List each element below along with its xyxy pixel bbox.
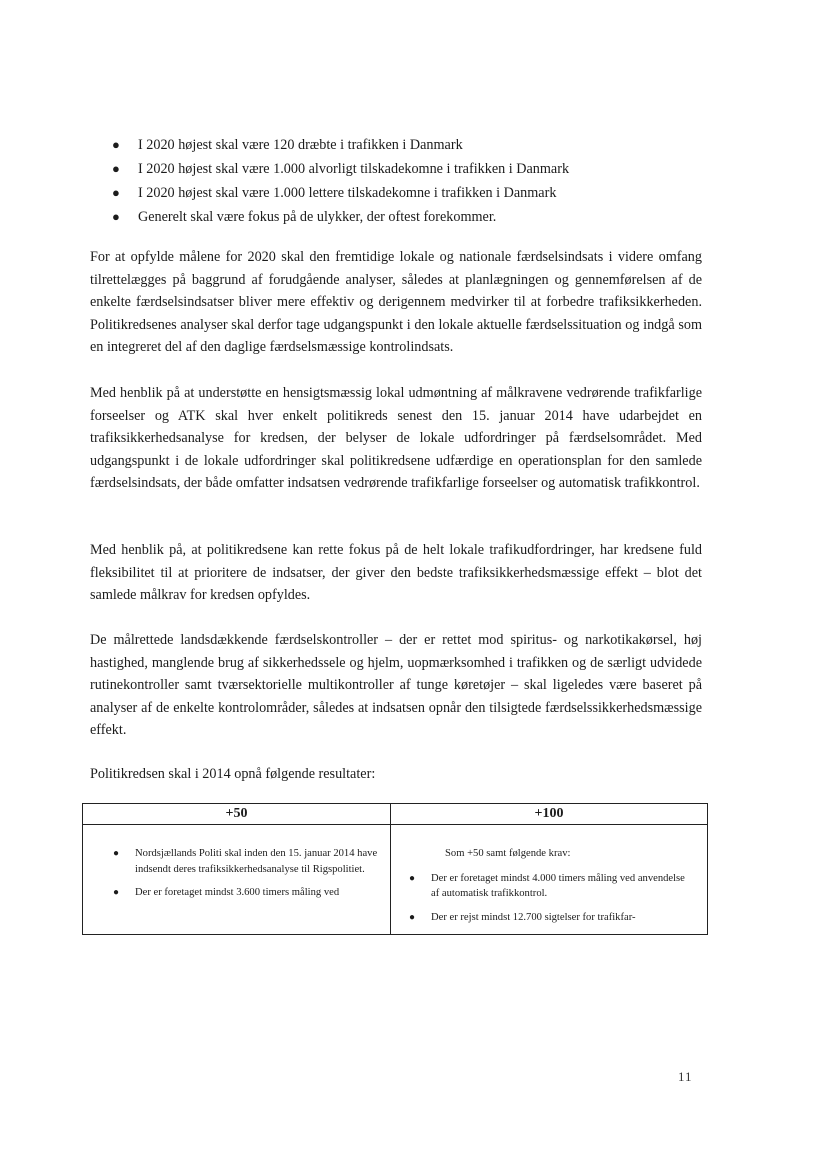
- left-cell: [113, 846, 385, 909]
- list-item: [409, 871, 695, 902]
- bullet-icon: ●: [112, 209, 120, 224]
- column-header-plus-50: +50: [225, 806, 248, 821]
- right-cell: [409, 846, 695, 933]
- requirement-text: Nordsjællands Politi skal inden den 15. januar 2014 have indsendt deres trafiksikkerhedsanalyse til Rigspolitiet.: [135, 848, 378, 875]
- bullet-icon: ●: [113, 887, 120, 898]
- paragraph-national-controls: De målrettede landsdækkende færdselskontroller – der er rettet mod spiritus- og narkotikakørsel, høj hastighed, manglende brug af sikkerhedssele og hjelm, uopmærksomhed i trafikken og de særligt udvidede rutinekontroller samt tværsektorielle multikontroller af tunge køretøjer – skal ligeledes være baseret på analyser af de enkelte kontrolområder, således at indsatsen opnår den tilsigtede færdselssikkerhedsmæssige effekt.: [90, 632, 702, 738]
- list-item: [112, 134, 712, 158]
- bullet-icon: ●: [113, 848, 120, 859]
- page-number: 11: [678, 1069, 693, 1084]
- requirement-text: Der er rejst mindst 12.700 sigtelser for trafikfar-: [431, 911, 636, 923]
- table-divider: [83, 824, 707, 825]
- list-item: [113, 885, 385, 901]
- goal-text: I 2020 højest skal være 1.000 lettere tilskadekomne i trafikken i Danmark: [138, 185, 557, 201]
- requirement-text: Der er foretaget mindst 4.000 timers måling ved anvendelse af automatisk trafikkontrol.: [431, 872, 685, 899]
- requirement-lead: Som +50 samt følgende krav:: [445, 848, 571, 859]
- list-item: [112, 182, 712, 206]
- bullet-icon: ●: [409, 911, 416, 923]
- paragraph-analysis: For at opfylde målene for 2020 skal den fremtidige lokale og nationale færdselsindsats i videre omfang tilrettelægges på baggrund af forudgående analyser, således at planlægningen og gennemførelsen af de enkelte færdselsindsatser bliver mere effektiv og derigennem medvirker til at forbedre trafiksikkerheden. Politikredsenes analyser skal derfor tage udgangspunkt i den lokale aktuelle færdselssituation og indgå som en integreret del af den daglige færdselsmæssige kontrolindsats.: [90, 249, 702, 355]
- list-item: [112, 158, 712, 182]
- paragraph-traffic-safety-analysis: Med henblik på at understøtte en hensigtsmæssig lokal udmøntning af målkravene vedrørende trafikfarlige forseelser og ATK skal hver enkelt politikreds senest den 15. januar 2014 have udarbejdet en trafiksikkerhedsanalyse for kredsen, der belyser de lokale udfordringer på færdselsområdet. Med udgangspunkt i de lokale udfordringer skal politikredsene udfærdige en operationsplan for den samlede færdselsindsats, der både omfatter indsatsen vedrørende trafikfarlige forseelser og automatisk trafikkontrol.: [90, 385, 702, 491]
- goal-text: I 2020 højest skal være 1.000 alvorligt tilskadekomne i trafikken i Danmark: [138, 161, 570, 177]
- list-item: [409, 910, 695, 926]
- paragraph-results-intro: Politikredsen skal i 2014 opnå følgende resultater:: [90, 766, 376, 782]
- goals-list: [112, 134, 712, 230]
- list-item: [112, 206, 712, 230]
- list-item: [113, 846, 385, 877]
- bullet-icon: ●: [112, 137, 120, 152]
- goal-text: Generelt skal være fokus på de ulykker, der oftest forekommer.: [138, 209, 497, 225]
- paragraph-flexibility: Med henblik på, at politikredsene kan rette fokus på de helt lokale trafikudfordringer, har kredsene fuld fleksibilitet til at prioritere de indsatser, der giver den bedste trafiksikkerhedsmæssige effekt – blot det samlede målkrav for kredsen opfyldes.: [90, 542, 702, 603]
- bullet-icon: ●: [409, 872, 416, 884]
- bullet-icon: ●: [112, 161, 120, 176]
- results-table: [82, 803, 708, 935]
- requirement-text: Der er foretaget mindst 3.600 timers måling ved: [135, 887, 340, 898]
- goal-text: I 2020 højest skal være 120 dræbte i trafikken i Danmark: [138, 137, 463, 153]
- bullet-icon: ●: [112, 185, 120, 200]
- column-header-plus-100: +100: [534, 806, 564, 821]
